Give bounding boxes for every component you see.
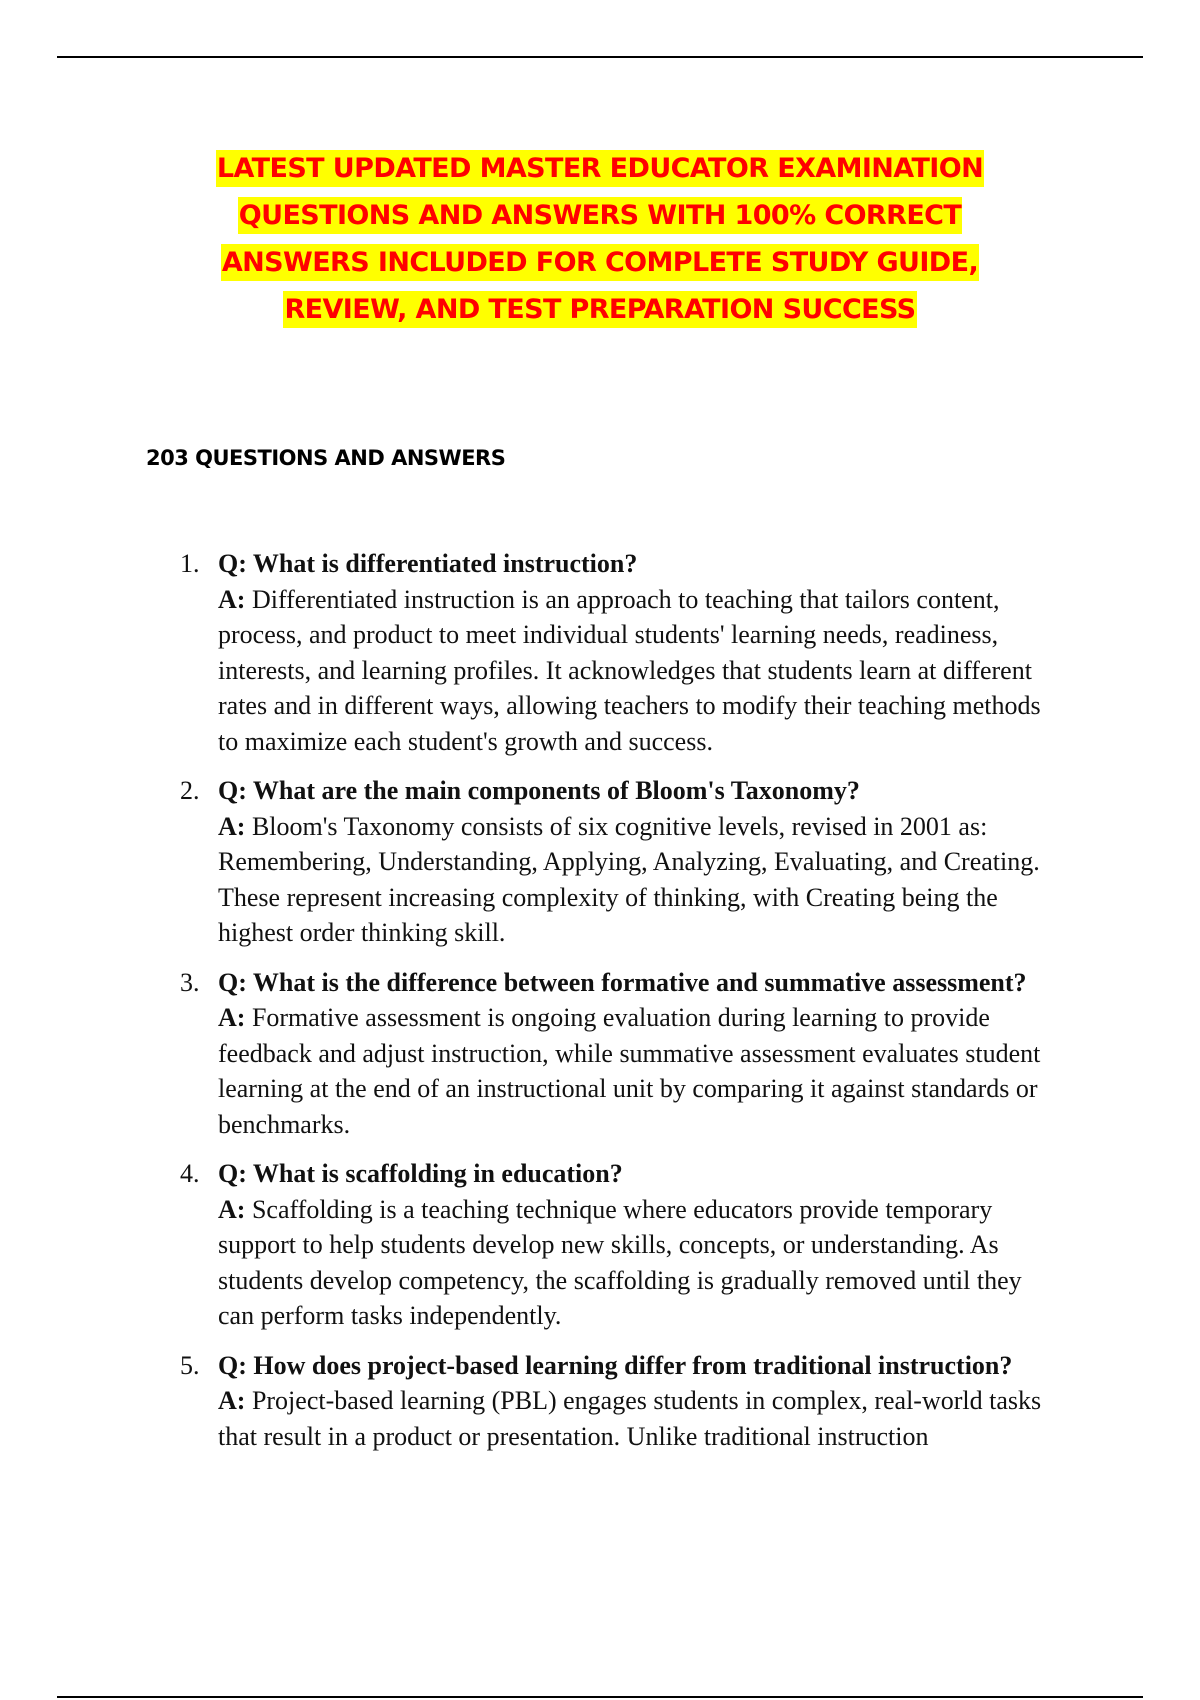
qa-number: 1. bbox=[180, 549, 200, 578]
qa-number: 2. bbox=[180, 776, 200, 805]
qa-list bbox=[180, 546, 1060, 1468]
qa-answer-label: A: bbox=[218, 584, 246, 614]
document-title bbox=[0, 150, 1200, 338]
title-line-3: ANSWERS INCLUDED FOR COMPLETE STUDY GUIDE, bbox=[221, 244, 979, 281]
qa-answer-text: Project-based learning (PBL) engages students in complex, real-world tasks that result in a product or presentation. Unlike traditional instruction bbox=[218, 1386, 1042, 1451]
questions-count-heading: 203 QUESTIONS AND ANSWERS bbox=[146, 446, 506, 470]
qa-answer-label: A: bbox=[218, 1003, 246, 1032]
title-line-4: REVIEW, AND TEST PREPARATION SUCCESS bbox=[283, 291, 916, 328]
qa-answer bbox=[218, 1383, 1060, 1454]
bottom-rule bbox=[57, 1696, 1143, 1698]
qa-answer-text: Bloom's Taxonomy consists of six cognitive levels, revised in 2001 as: Remembering, Understanding, Applying, Analyzing, Evaluating, and Creating. These represent increasing complexity of thinking, with Creating being the highest order thinking skill. bbox=[218, 811, 1040, 947]
qa-answer bbox=[218, 582, 1060, 760]
title-line-2: QUESTIONS AND ANSWERS WITH 100% CORRECT bbox=[238, 197, 962, 234]
qa-question: Q: What is scaffolding in education? bbox=[218, 1159, 623, 1188]
title-line-1: LATEST UPDATED MASTER EDUCATOR EXAMINATION bbox=[216, 150, 984, 187]
qa-answer bbox=[218, 1192, 1060, 1334]
qa-question: Q: What is differentiated instruction? bbox=[218, 549, 638, 578]
qa-answer-text: Scaffolding is a teaching technique where educators provide temporary support to help students develop new skills, concepts, or understanding. As students develop competency, the scaffolding is gradually removed until they can perform tasks independently. bbox=[218, 1194, 1022, 1330]
qa-item bbox=[180, 1348, 1060, 1455]
qa-answer-label: A: bbox=[218, 1194, 246, 1224]
qa-answer bbox=[218, 809, 1060, 951]
top-rule bbox=[57, 56, 1143, 58]
qa-answer-text: Differentiated instruction is an approach to teaching that tailors content, process, and product to meet individual students' learning needs, readiness, interests, and learning profiles. It acknowledges that students learn at different rates and in different ways, allowing teachers to modify their teaching methods to maximize each student's growth and success. bbox=[218, 584, 1041, 756]
qa-item bbox=[180, 965, 1060, 1143]
qa-answer-label: A: bbox=[218, 811, 246, 841]
qa-number: 5. bbox=[180, 1350, 200, 1380]
qa-number: 3. bbox=[180, 967, 200, 997]
qa-answer bbox=[218, 1000, 1060, 1142]
qa-item bbox=[180, 773, 1060, 951]
qa-question: Q: How does project-based learning differ from traditional instruction? bbox=[218, 1350, 1013, 1380]
qa-item bbox=[180, 546, 1060, 759]
qa-question: Q: What is the difference between formative and summative assessment? bbox=[218, 967, 1027, 997]
qa-question: Q: What are the main components of Bloom's Taxonomy? bbox=[218, 776, 860, 805]
qa-number: 4. bbox=[180, 1159, 200, 1188]
qa-answer-label: A: bbox=[218, 1386, 246, 1415]
qa-answer-text: Formative assessment is ongoing evaluation during learning to provide feedback and adjust instruction, while summative assessment evaluates student learning at the end of an instructional unit by comparing it against standards or benchmarks. bbox=[218, 1003, 1041, 1139]
qa-item bbox=[180, 1156, 1060, 1334]
